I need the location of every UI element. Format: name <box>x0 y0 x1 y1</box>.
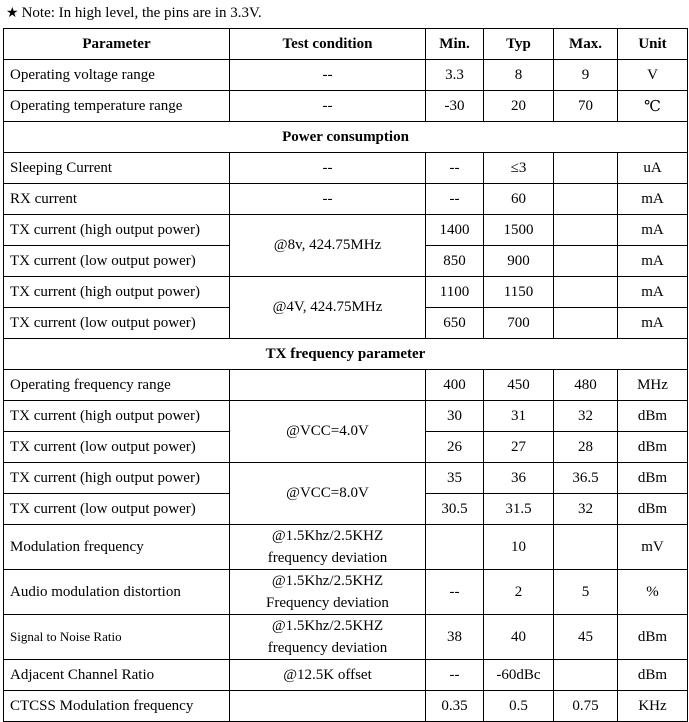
condition-line-1: @1.5Khz/2.5KHZ <box>271 618 384 634</box>
cell-typ: 450 <box>484 370 554 401</box>
cell-unit: dBm <box>618 401 688 432</box>
cell-unit: dBm <box>618 615 688 660</box>
header-unit: Unit <box>618 29 688 60</box>
cell-max: 9 <box>554 60 618 91</box>
cell-max: 36.5 <box>554 463 618 494</box>
cell-condition <box>230 525 426 570</box>
cell-min: 30 <box>426 401 484 432</box>
header-test-condition: Test condition <box>230 29 426 60</box>
cell-condition: @VCC=8.0V <box>230 463 426 525</box>
cell-condition <box>230 691 426 722</box>
cell-typ: 2 <box>484 570 554 615</box>
cell-max <box>554 215 618 246</box>
cell-min: -- <box>426 570 484 615</box>
table-row <box>4 660 688 691</box>
cell-typ: 20 <box>484 91 554 122</box>
cell-unit: dBm <box>618 660 688 691</box>
cell-parameter: TX current (low output power) <box>4 432 230 463</box>
section-row <box>4 339 688 370</box>
cell-min: 650 <box>426 308 484 339</box>
cell-max <box>554 153 618 184</box>
header-min: Min. <box>426 29 484 60</box>
cell-min: -- <box>426 184 484 215</box>
cell-condition: -- <box>230 184 426 215</box>
cell-max <box>554 277 618 308</box>
cell-parameter: Modulation frequency <box>4 525 230 570</box>
cell-max <box>554 246 618 277</box>
table-row <box>4 277 688 308</box>
table-row <box>4 91 688 122</box>
cell-parameter: TX current (high output power) <box>4 401 230 432</box>
table-row <box>4 463 688 494</box>
cell-max: 70 <box>554 91 618 122</box>
cell-min: 1100 <box>426 277 484 308</box>
cell-condition: @8v, 424.75MHz <box>230 215 426 277</box>
cell-parameter: TX current (low output power) <box>4 494 230 525</box>
cell-max <box>554 660 618 691</box>
note-text: Note: In high level, the pins are in 3.3V. <box>21 5 262 21</box>
cell-max <box>554 308 618 339</box>
table-row <box>4 184 688 215</box>
section-power-consumption: Power consumption <box>4 122 688 153</box>
cell-unit: ℃ <box>618 91 688 122</box>
header-parameter: Parameter <box>4 29 230 60</box>
cell-min: 0.35 <box>426 691 484 722</box>
cell-parameter: CTCSS Modulation frequency <box>4 691 230 722</box>
cell-max: 480 <box>554 370 618 401</box>
cell-typ: 31 <box>484 401 554 432</box>
cell-typ: 1500 <box>484 215 554 246</box>
cell-min: 3.3 <box>426 60 484 91</box>
cell-parameter: Adjacent Channel Ratio <box>4 660 230 691</box>
cell-parameter: TX current (high output power) <box>4 215 230 246</box>
cell-max: 5 <box>554 570 618 615</box>
cell-min <box>426 525 484 570</box>
table-row <box>4 370 688 401</box>
cell-min: 26 <box>426 432 484 463</box>
cell-unit: dBm <box>618 463 688 494</box>
cell-unit: KHz <box>618 691 688 722</box>
cell-condition: -- <box>230 91 426 122</box>
condition-line-1: @1.5Khz/2.5KHZ <box>271 573 384 589</box>
cell-max: 32 <box>554 401 618 432</box>
star-icon: ★ <box>6 5 19 21</box>
cell-typ: 31.5 <box>484 494 554 525</box>
cell-unit: mA <box>618 308 688 339</box>
cell-parameter: TX current (low output power) <box>4 246 230 277</box>
condition-line-2: Frequency deviation <box>266 595 389 611</box>
cell-min: -- <box>426 660 484 691</box>
cell-condition <box>230 615 426 660</box>
cell-min: 400 <box>426 370 484 401</box>
cell-unit: uA <box>618 153 688 184</box>
cell-parameter: RX current <box>4 184 230 215</box>
header-row <box>4 29 688 60</box>
table-row <box>4 570 688 615</box>
cell-min: -30 <box>426 91 484 122</box>
condition-line-2: frequency deviation <box>267 640 388 656</box>
table-row <box>4 691 688 722</box>
table-row <box>4 215 688 246</box>
section-tx-frequency: TX frequency parameter <box>4 339 688 370</box>
header-max: Max. <box>554 29 618 60</box>
cell-typ: 27 <box>484 432 554 463</box>
cell-typ: 1150 <box>484 277 554 308</box>
cell-unit: mA <box>618 277 688 308</box>
cell-typ: -60dBc <box>484 660 554 691</box>
cell-min: 1400 <box>426 215 484 246</box>
cell-condition: -- <box>230 153 426 184</box>
table-row <box>4 401 688 432</box>
cell-parameter: TX current (high output power) <box>4 463 230 494</box>
cell-typ: 60 <box>484 184 554 215</box>
cell-condition: @12.5K offset <box>230 660 426 691</box>
cell-unit: mA <box>618 184 688 215</box>
cell-max: 32 <box>554 494 618 525</box>
cell-typ: 10 <box>484 525 554 570</box>
cell-condition <box>230 570 426 615</box>
cell-typ: 900 <box>484 246 554 277</box>
cell-max <box>554 525 618 570</box>
table-row <box>4 153 688 184</box>
cell-condition: @VCC=4.0V <box>230 401 426 463</box>
note-line <box>6 3 262 23</box>
cell-condition <box>230 370 426 401</box>
cell-max: 28 <box>554 432 618 463</box>
cell-unit: dBm <box>618 494 688 525</box>
header-typ: Typ <box>484 29 554 60</box>
cell-unit: dBm <box>618 432 688 463</box>
table-row <box>4 615 688 660</box>
table-row <box>4 60 688 91</box>
spec-table <box>3 28 688 722</box>
cell-unit: mV <box>618 525 688 570</box>
cell-unit: MHz <box>618 370 688 401</box>
cell-min: 30.5 <box>426 494 484 525</box>
table-row <box>4 525 688 570</box>
cell-min: -- <box>426 153 484 184</box>
cell-unit: mA <box>618 215 688 246</box>
cell-max: 45 <box>554 615 618 660</box>
cell-parameter: Signal to Noise Ratio <box>4 615 230 660</box>
cell-parameter: Operating temperature range <box>4 91 230 122</box>
cell-parameter: Audio modulation distortion <box>4 570 230 615</box>
condition-line-1: @1.5Khz/2.5KHZ <box>271 528 384 544</box>
cell-typ: 40 <box>484 615 554 660</box>
cell-unit: mA <box>618 246 688 277</box>
cell-max: 0.75 <box>554 691 618 722</box>
cell-min: 35 <box>426 463 484 494</box>
cell-unit: % <box>618 570 688 615</box>
cell-typ: 0.5 <box>484 691 554 722</box>
cell-parameter: TX current (low output power) <box>4 308 230 339</box>
section-row <box>4 122 688 153</box>
cell-parameter: Operating voltage range <box>4 60 230 91</box>
cell-condition: -- <box>230 60 426 91</box>
cell-typ: ≤3 <box>484 153 554 184</box>
cell-unit: V <box>618 60 688 91</box>
cell-min: 38 <box>426 615 484 660</box>
cell-typ: 36 <box>484 463 554 494</box>
cell-parameter: TX current (high output power) <box>4 277 230 308</box>
cell-typ: 700 <box>484 308 554 339</box>
cell-max <box>554 184 618 215</box>
cell-parameter: Operating frequency range <box>4 370 230 401</box>
cell-typ: 8 <box>484 60 554 91</box>
condition-line-2: frequency deviation <box>267 550 388 566</box>
cell-parameter: Sleeping Current <box>4 153 230 184</box>
cell-min: 850 <box>426 246 484 277</box>
cell-condition: @4V, 424.75MHz <box>230 277 426 339</box>
